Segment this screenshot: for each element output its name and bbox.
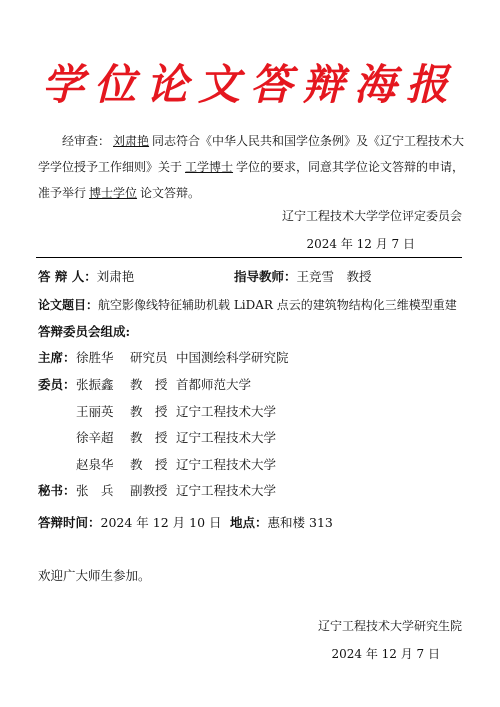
member-title: 教 授 <box>130 377 168 392</box>
defense-time-value: 2024 年 12 月 10 日 <box>100 515 222 530</box>
intro-text-2: 同志符合《中华人民共和国学位条例》及《辽宁工程技术大学学位授予工作细则》关于 <box>38 134 465 174</box>
intro-paragraph <box>38 128 468 206</box>
defense-time-label: 答辩时间： <box>38 515 101 530</box>
chair-row <box>38 348 289 366</box>
member-name: 王丽英 <box>76 404 114 419</box>
chair-org: 中国测绘科学研究院 <box>176 350 289 365</box>
location-label: 地点： <box>230 515 268 530</box>
location-row <box>230 513 333 531</box>
member-row <box>38 428 276 446</box>
member-row <box>38 375 251 393</box>
member-title: 教 授 <box>130 404 168 419</box>
member-row <box>38 455 276 473</box>
member-name: 赵泉华 <box>76 457 114 472</box>
location-value: 惠和楼 313 <box>267 515 333 530</box>
member-org: 辽宁工程技术大学 <box>176 430 277 445</box>
advisor-row <box>234 267 372 285</box>
committee-signature: 辽宁工程技术大学学位评定委员会 <box>281 209 462 223</box>
defense-time-row <box>38 513 222 531</box>
respondent-label: 答 辩 人： <box>38 269 97 284</box>
member-row <box>38 402 276 420</box>
secretary-title: 副教授 <box>130 483 168 498</box>
intro-text-1: 经审查： <box>62 134 111 148</box>
chair-name: 徐胜华 <box>76 350 114 365</box>
member-title: 教 授 <box>130 457 168 472</box>
poster-title: 学位论文答辩海报 <box>41 60 458 109</box>
intro-text-3: 学位的要求，同意其学位论文答辩的申请，准予举行 <box>38 160 465 200</box>
member-name: 张振鑫 <box>76 377 114 392</box>
member-org: 首都师范大学 <box>176 377 252 392</box>
respondent-value: 刘肃艳 <box>96 269 135 284</box>
member-org: 辽宁工程技术大学 <box>176 404 277 419</box>
divider <box>36 257 462 258</box>
welcome-text: 欢迎广大师生参加。 <box>38 568 151 583</box>
secretary-row <box>38 481 276 499</box>
footer-date: 2024 年 12 月 7 日 <box>331 647 440 661</box>
intro-text-4: 论文答辩。 <box>140 186 201 200</box>
secretary-name: 张 兵 <box>76 483 114 498</box>
member-name: 徐辛超 <box>76 430 114 445</box>
advisor-value: 王竞雪 教授 <box>296 269 372 284</box>
advisor-label: 指导教师： <box>234 269 297 284</box>
candidate-name: 刘肃艳 <box>113 134 150 148</box>
thesis-row <box>38 296 457 313</box>
secretary-org: 辽宁工程技术大学 <box>176 483 277 498</box>
chair-label: 主席： <box>38 350 76 365</box>
members-label: 委员： <box>38 377 76 392</box>
member-org: 辽宁工程技术大学 <box>176 457 277 472</box>
respondent-row <box>38 267 134 285</box>
ceremony-degree: 博士学位 <box>89 186 138 200</box>
signature-date: 2024 年 12 月 7 日 <box>306 237 415 251</box>
degree-type: 工学博士 <box>185 160 234 174</box>
thesis-value: 航空影像线特征辅助机载 LiDAR 点云的建筑物结构化三维模型重建 <box>98 298 457 312</box>
member-title: 教 授 <box>130 430 168 445</box>
chair-title: 研究员 <box>130 350 168 365</box>
footer-org: 辽宁工程技术大学研究生院 <box>317 619 462 633</box>
thesis-label: 论文题目： <box>38 298 99 312</box>
committee-heading: 答辩委员会组成: <box>38 324 131 339</box>
secretary-label: 秘书： <box>38 483 76 498</box>
